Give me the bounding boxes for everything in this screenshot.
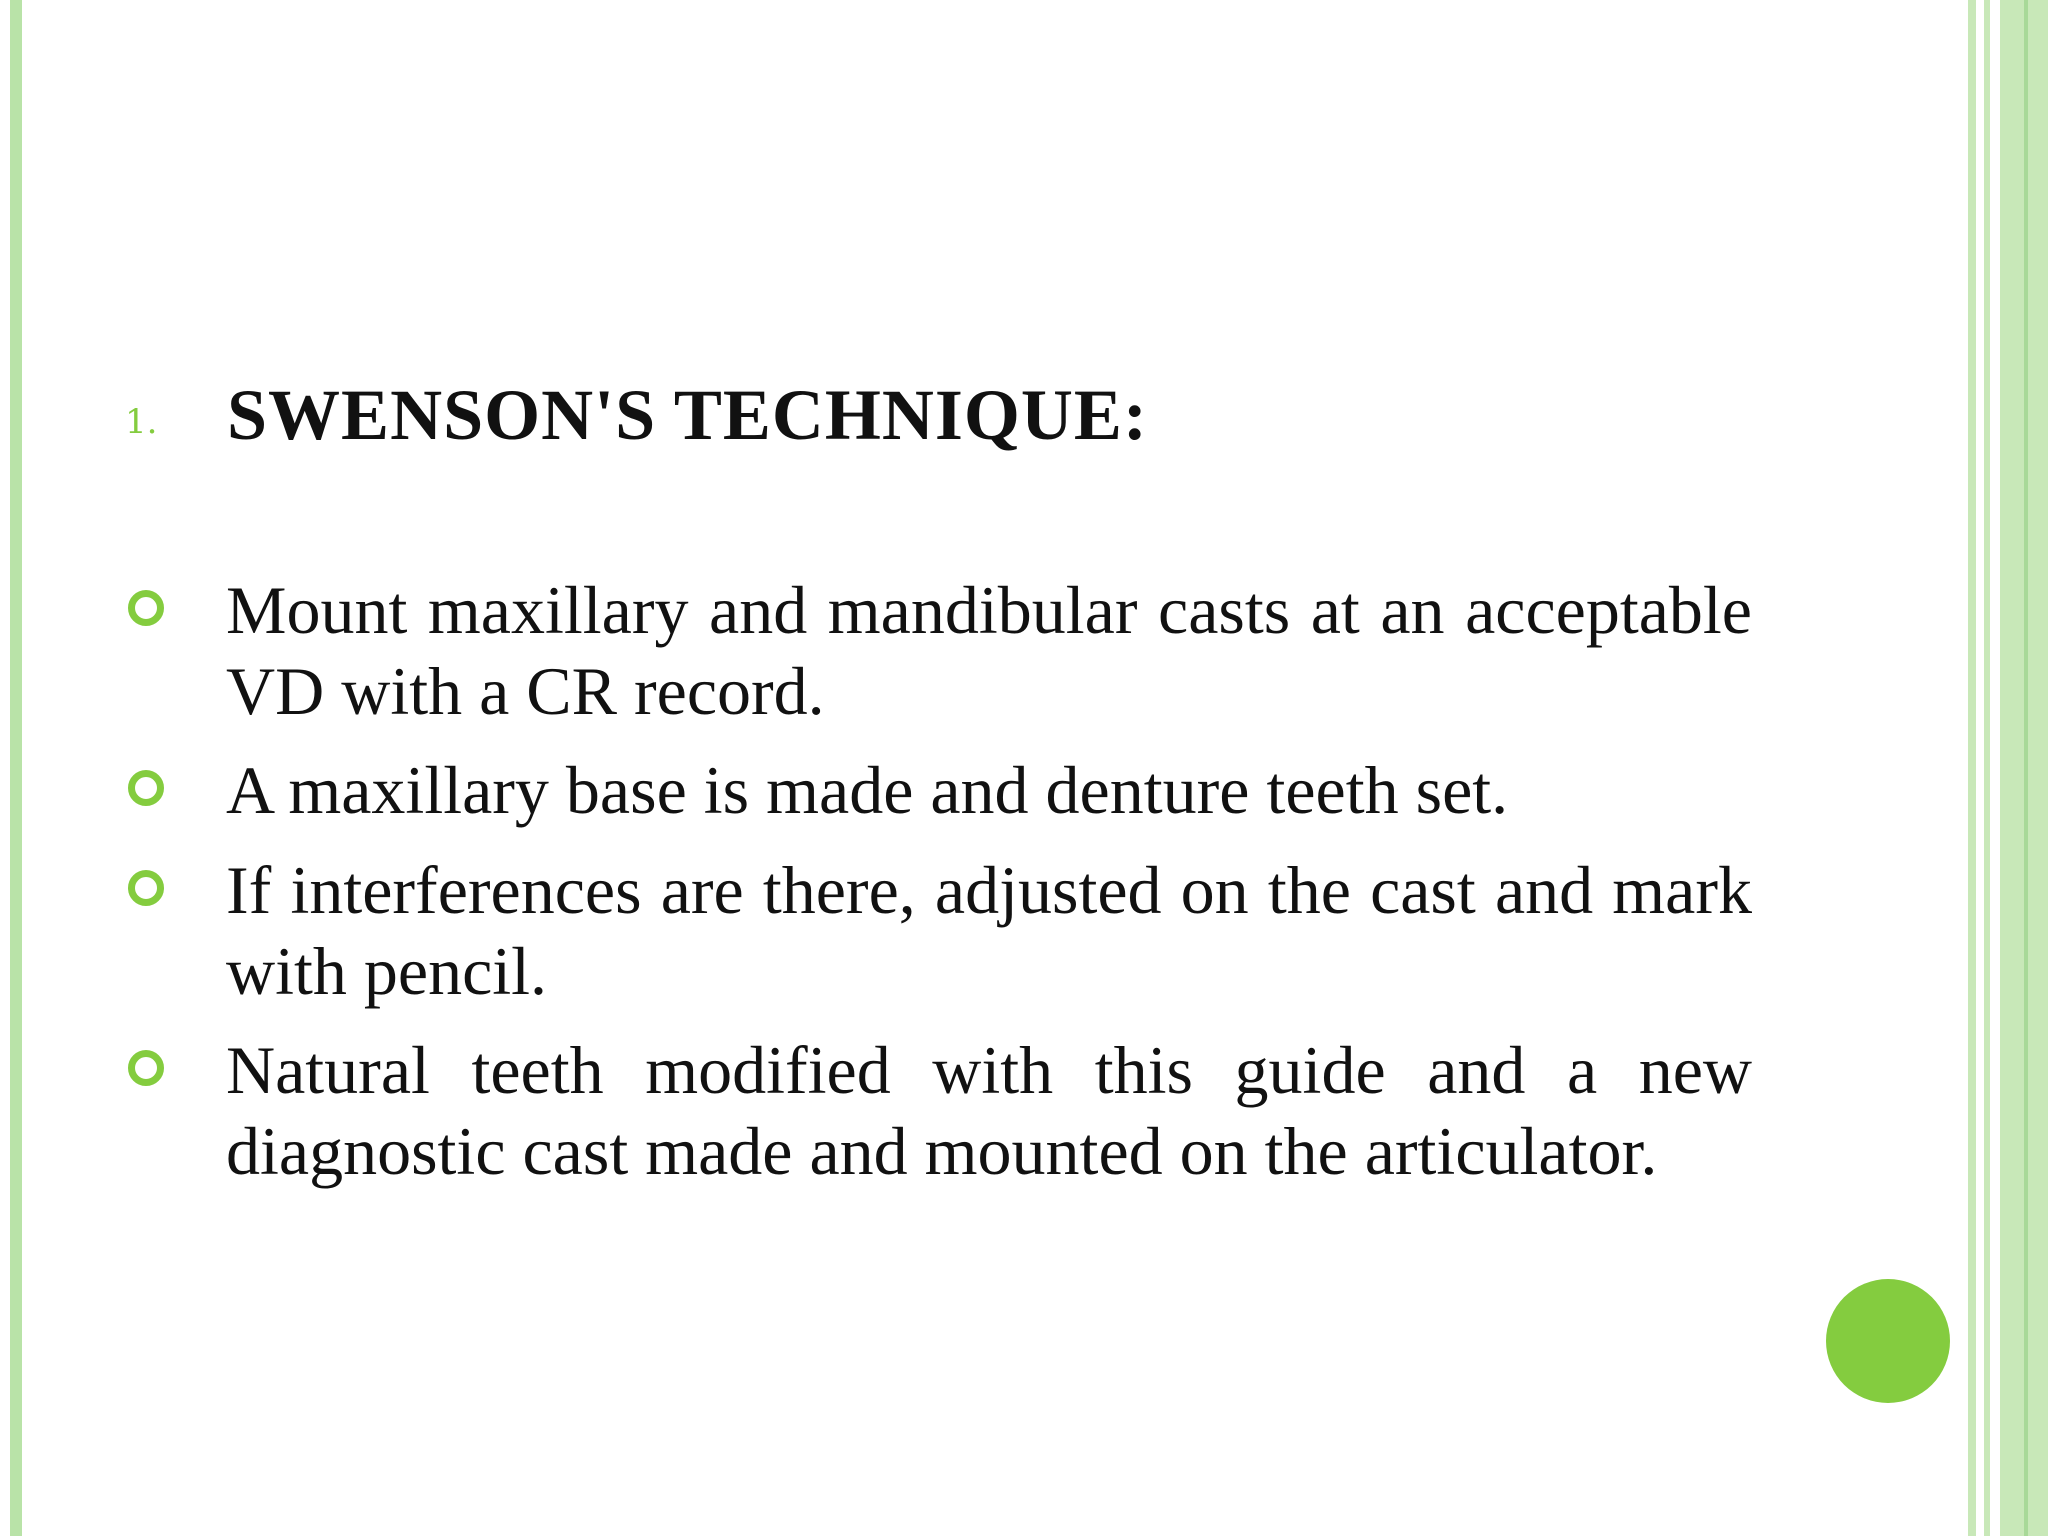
section-heading: SWENSON'S TECHNIQUE:	[227, 375, 1148, 455]
numbered-heading	[125, 370, 1765, 460]
circle-bullet-icon	[128, 770, 164, 806]
circle-bullet-icon	[128, 1050, 164, 1086]
bullet-text: If interferences are there, adjusted on the cast and mark with pencil.	[226, 852, 1752, 1009]
list-number: 1.	[125, 402, 158, 442]
bullet-text: Natural teeth modified with this guide and a new diagnostic cast made and mounted on the articulator.	[226, 1032, 1752, 1189]
bullet-text: A maxillary base is made and denture teeth set.	[226, 752, 1509, 828]
circle-bullet-icon	[128, 870, 164, 906]
bullet-text: Mount maxillary and mandibular casts at an acceptable VD with a CR record.	[226, 572, 1752, 729]
circle-bullet-icon	[128, 590, 164, 626]
